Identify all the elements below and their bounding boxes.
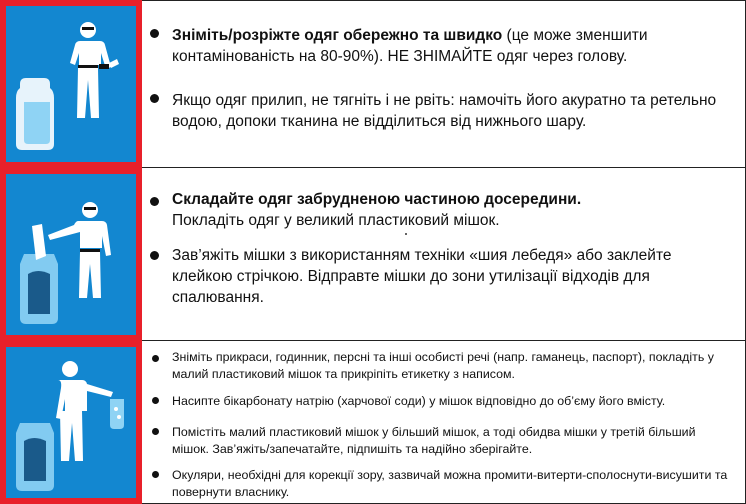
bullet-icon: [150, 197, 159, 206]
bullet-icon: [150, 94, 159, 103]
bullet-icon: [150, 251, 159, 260]
bullet-icon: [150, 29, 159, 38]
person-removing-clothes-icon: [6, 6, 136, 162]
icon-frame-3: [0, 341, 142, 504]
row3-item1: Зніміть прикраси, годинник, персні та інші особисті речі (напр. гаманець, паспорт), покладіть у малий пластиковий мішок та прикріпіть етикетку з написом.: [172, 350, 714, 381]
icon-frame-2: [0, 168, 142, 341]
row3-item2: Насипте бікарбонату натрію (харчової соди) у мішок відповідно до об’єму його вмісту.: [172, 394, 666, 408]
icon-frame-1: [0, 0, 142, 168]
row1-item1: [172, 25, 732, 67]
bullet-icon: [152, 397, 159, 404]
stray-dot: [405, 233, 407, 235]
row2-item1-line2: Покладіть одяг у великий пластиковий мішок.: [172, 212, 500, 229]
bullet-icon: [152, 428, 159, 435]
row2-item2: Зав’яжіть мішки з використанням техніки «шия лебедя» або заклейте клейкою стрічкою. Відправте мішки до зони утилізації відходів для спалювання.: [172, 247, 672, 306]
person-holding-bag-icon: [6, 347, 136, 498]
instruction-row-1: [0, 0, 746, 168]
bullet-icon: [152, 471, 159, 478]
row2-item1-bold: Складайте одяг забрудненою частиною досередини.: [172, 191, 582, 208]
row3-item3: Помістіть малий пластиковий мішок у більший мішок, а тоді обидва мішки у третій більший мішок. Зав’яжіть/запечатайте, підпишіть та надійно зберігайте.: [172, 425, 696, 456]
instruction-row-2: [0, 168, 746, 341]
bullet-icon: [152, 355, 159, 362]
row3-item4: Окуляри, необхідні для корекції зору, зазвичай можна промити-витерти-сполоснути-висушити та повернути власнику.: [172, 468, 728, 499]
person-bagging-clothes-icon: [6, 174, 136, 335]
instruction-row-3: [0, 341, 746, 504]
row1-item1-rest: (це може зменшити контамінованість на 80-90%). НЕ ЗНІМАЙТЕ одяг через голову.: [172, 27, 648, 65]
row1-item1-bold: Зніміть/розріжте одяг обережно та швидко: [172, 27, 503, 44]
row2-item1: [172, 189, 732, 231]
row1-item2: Якщо одяг прилип, не тягніть і не рвіть: намочіть його акуратно та ретельно водою, допоки тканина не відділиться від нижнього шару.: [172, 92, 717, 130]
